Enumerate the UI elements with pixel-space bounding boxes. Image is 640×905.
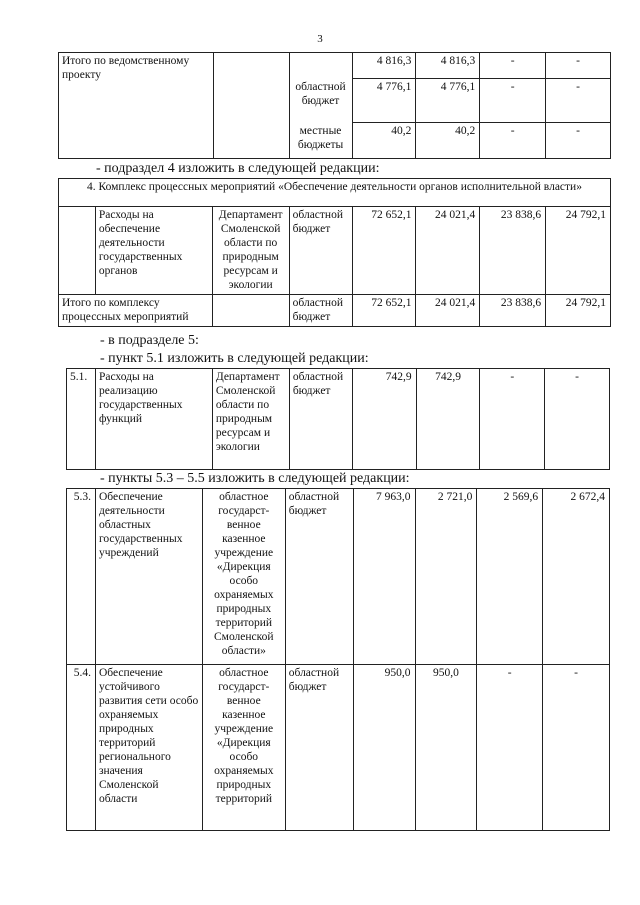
value-cell: 4 816,3 [416, 53, 480, 79]
source-cell: областной бюджет [285, 489, 353, 665]
executor: областное государст-венное казенное учреждение «Дирекция особо охраняемых природных территорий Смоленской области» [202, 489, 285, 665]
value-cell: 2 721,0 [415, 489, 477, 665]
row-number: 5.3. [67, 489, 96, 665]
value-cell: 72 652,1 [352, 207, 416, 295]
row-number [59, 207, 96, 295]
value-cell: 950,0 [353, 665, 415, 831]
value-cell: 72 652,1 [352, 295, 416, 327]
value-cell: 4 776,1 [352, 79, 416, 123]
source-cell: областной бюджет [289, 295, 352, 327]
heading-subsection-5: - в подразделе 5: [100, 333, 199, 348]
value-cell: - [545, 369, 610, 470]
measure-name: Обеспечение деятельности областных государственных учреждений [95, 489, 202, 665]
value-cell: - [546, 123, 611, 159]
value-cell: 2 569,6 [477, 489, 543, 665]
value-cell: 950,0 [415, 665, 477, 831]
source-cell: областной бюджет [289, 207, 352, 295]
value-cell: - [543, 665, 610, 831]
executor: областное государст-венное казенное учреждение «Дирекция особо охраняемых природных территорий [202, 665, 285, 831]
total-label: Итого по комплексу процессных мероприятий [59, 295, 213, 327]
items-5-3-5-5-table [66, 488, 610, 831]
source-cell: областной бюджет [289, 79, 352, 123]
executor: Департамент Смоленской области по природным ресурсам и экологии [212, 207, 289, 295]
value-cell: - [480, 79, 546, 123]
complex-measures-table [58, 178, 611, 327]
value-cell: - [546, 79, 611, 123]
value-cell: 7 963,0 [353, 489, 415, 665]
source-cell [289, 53, 352, 79]
value-cell: 4 816,3 [352, 53, 416, 79]
value-cell: - [480, 53, 546, 79]
value-cell: 24 792,1 [546, 207, 611, 295]
measure-name: Расходы на реализацию государственных функций [95, 369, 212, 470]
heading-items-5-3-5-5: - пункты 5.3 – 5.5 изложить в следующей редакции: [100, 471, 410, 486]
exec-cell [213, 53, 289, 159]
total-label: Итого по ведомственному проекту [59, 53, 214, 159]
item-5-1-table [66, 368, 610, 470]
value-cell: 4 776,1 [416, 79, 480, 123]
measure-name: Обеспечение устойчивого развития сети особо охраняемых природных территорий регионального значения Смоленской области [95, 665, 202, 831]
row-number: 5.1. [67, 369, 96, 470]
value-cell: - [477, 665, 543, 831]
value-cell: 742,9 [416, 369, 480, 470]
heading-subsection-4: - подраздел 4 изложить в следующей редакции: [96, 161, 380, 176]
executor: Департамент Смоленской области по природным ресурсам и экологии [212, 369, 289, 470]
value-cell: - [480, 369, 545, 470]
measure-name: Расходы на обеспечение деятельности государственных органов [95, 207, 212, 295]
value-cell: - [480, 123, 546, 159]
value-cell: - [546, 53, 611, 79]
row-number: 5.4. [67, 665, 96, 831]
value-cell: 23 838,6 [480, 295, 546, 327]
section-title: 4. Комплекс процессных мероприятий «Обеспечение деятельности органов исполнительной власти» [59, 179, 611, 207]
source-cell: местные бюджеты [289, 123, 352, 159]
page-number: 3 [317, 33, 323, 45]
value-cell: 742,9 [352, 369, 416, 470]
exec-cell [212, 295, 289, 327]
value-cell: 40,2 [416, 123, 480, 159]
source-cell: областной бюджет [289, 369, 352, 470]
value-cell: 2 672,4 [543, 489, 610, 665]
value-cell: 24 792,1 [546, 295, 611, 327]
value-cell: 40,2 [352, 123, 416, 159]
project-total-table [58, 52, 611, 159]
source-cell: областной бюджет [285, 665, 353, 831]
value-cell: 24 021,4 [416, 207, 480, 295]
value-cell: 24 021,4 [416, 295, 480, 327]
value-cell: 23 838,6 [480, 207, 546, 295]
heading-item-5-1: - пункт 5.1 изложить в следующей редакции: [100, 351, 369, 366]
